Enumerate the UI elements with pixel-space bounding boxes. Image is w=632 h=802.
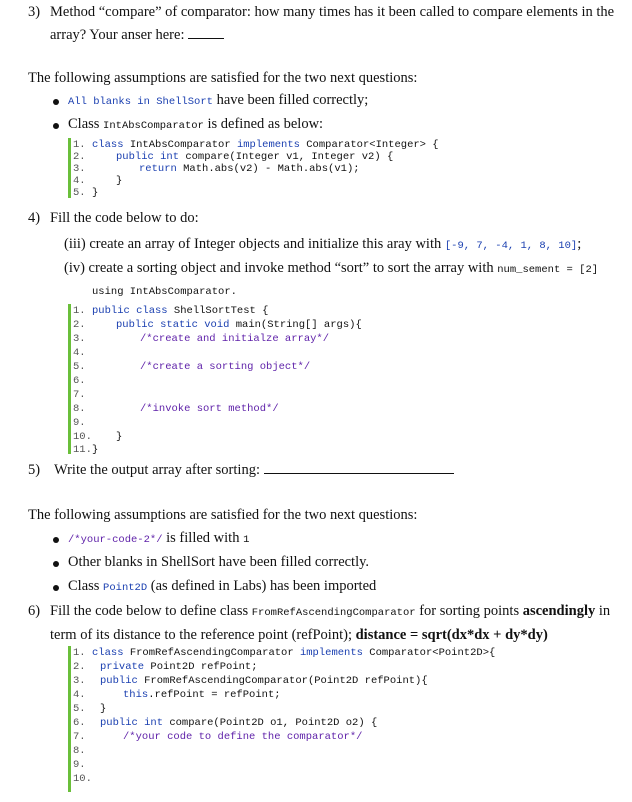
code3-l4-rest: .refPoint = refPoint;: [148, 689, 281, 701]
q6-l1-pre: Fill the code below to define class: [50, 603, 252, 619]
q4-iv-code: num_sement = [2]: [497, 264, 599, 276]
code3-line-number: 6.: [73, 717, 86, 729]
code2-line-number: 11.: [73, 444, 92, 456]
code3-l1-name: FromRefAscendingComparator: [123, 647, 300, 659]
q5-line: [54, 462, 454, 479]
q3-line1: Method “compare” of comparator: how many times has it been called to compare elements in the: [50, 4, 615, 20]
q6-line2: [50, 627, 548, 644]
code3-line-number: 2.: [73, 661, 86, 673]
bullet-4: [53, 561, 59, 567]
q3-answer-blank[interactable]: [188, 38, 224, 39]
bullet-1: [53, 99, 59, 105]
code2-gutter: [68, 304, 71, 454]
q6-l2-pre: term of its distance to the reference point (refPoint);: [50, 627, 356, 643]
code3-l1-kw2: implements: [299, 647, 363, 659]
code2-l1-kw: public class: [92, 305, 168, 317]
code3-l4-kw: this: [123, 689, 149, 701]
code1-l1-rest: Comparator<Integer> {: [299, 139, 439, 151]
assumptions2-b3-code: Point2D: [103, 582, 148, 594]
q5-text: Write the output array after sorting:: [54, 462, 264, 478]
q4-iii-end: ;: [577, 236, 582, 252]
q6-l1-mid: for sorting points: [415, 603, 523, 619]
assumptions1-intro: The following assumptions are satisfied for the two next questions:: [28, 70, 418, 86]
code3-l1-rest: Comparator<Point2D>{: [362, 647, 496, 659]
assumptions2-b1-code: /*your-code-2*/: [68, 534, 163, 546]
code3-line6: [100, 717, 377, 729]
assumptions1-b2-post: is defined as below:: [203, 116, 324, 132]
q4-text: Fill the code below to do:: [50, 210, 199, 226]
code2-line-number: 10.: [73, 431, 92, 443]
assumptions2-bullet1: [68, 530, 249, 547]
code2-line-number: 4.: [73, 347, 86, 359]
code2-line-number: 7.: [73, 389, 86, 401]
q3-line2: [50, 27, 224, 44]
code1-l2-rest: compare(Integer v1, Integer v2) {: [179, 151, 394, 163]
code1-line-number: 1.: [73, 139, 86, 151]
assumptions2-bullet3: [68, 578, 376, 595]
code1-l1-kw2: implements: [236, 139, 300, 151]
assumptions1-b2-code: IntAbsComparator: [103, 120, 204, 132]
code1-l1-name: IntAbsComparator: [123, 139, 237, 151]
assumptions2-b3-post: (as defined in Labs) has been imported: [147, 578, 377, 594]
assumptions2-bullet2: Other blanks in ShellSort have been filled correctly.: [68, 554, 370, 570]
code3-l2-kw: private: [100, 661, 145, 673]
code1-l2-kw: public int: [116, 151, 180, 163]
code2-l1-rest: ShellSortTest {: [167, 305, 269, 317]
q4-number: 4): [28, 210, 41, 226]
q5-answer-blank[interactable]: [264, 473, 454, 474]
q4-iii-code: [-9, 7, -4, 1, 8, 10]: [444, 240, 578, 252]
code3-line1: [92, 647, 495, 659]
code2-line11: }: [92, 444, 99, 456]
code2-line8-comment: /*invoke sort method*/: [140, 403, 279, 415]
code3-line2: [100, 661, 258, 673]
code3-line-number: 7.: [73, 731, 86, 743]
code3-line-number: 4.: [73, 689, 86, 701]
assumptions1-bullet2: [68, 116, 323, 133]
bullet-3: [53, 537, 59, 543]
code2-line10: }: [116, 431, 123, 443]
q3-line2-text: array? Your anser here:: [50, 27, 189, 43]
code1-line4: }: [116, 175, 123, 187]
code3-line5: }: [100, 703, 107, 715]
code1-line1: [92, 139, 439, 151]
code1-line2: [116, 151, 393, 163]
q6-number: 6): [28, 603, 41, 619]
bullet-5: [53, 585, 59, 591]
q6-line1: [50, 603, 610, 620]
code2-line-number: 8.: [73, 403, 86, 415]
code1-l1-kw: class: [92, 139, 124, 151]
code1-l3-kw: return: [139, 163, 177, 175]
code2-line-number: 6.: [73, 375, 86, 387]
assumptions1-bullet1: [68, 92, 368, 109]
code2-line-number: 1.: [73, 305, 86, 317]
q3-number: 3): [28, 4, 41, 20]
code3-line4: [123, 689, 281, 701]
assumptions1-b2-pre: Class: [68, 116, 104, 132]
code2-l2-kw: public static void: [116, 319, 230, 331]
q6-l2-bold: distance = sqrt(dx*dx + dy*dy): [355, 627, 548, 643]
code3-gutter: [68, 646, 71, 792]
q4-iii-text: (iii) create an array of Integer objects and initialize this aray with: [64, 236, 445, 252]
code2-l2-rest: main(String[] args){: [229, 319, 362, 331]
code1-gutter: [68, 138, 71, 198]
code3-line-number: 9.: [73, 759, 86, 771]
code3-l3-rest: FromRefAscendingComparator(Point2D refPoint){: [137, 675, 428, 687]
assumptions2-b1-val: 1: [243, 534, 250, 546]
code3-line-number: 5.: [73, 703, 86, 715]
assumptions1-b1-text: have been filled correctly;: [212, 92, 369, 108]
q4-using: using IntAbsComparator.: [92, 286, 237, 298]
q6-l1-end: in: [595, 603, 611, 619]
code3-line-number: 1.: [73, 647, 86, 659]
code1-line-number: 5.: [73, 187, 86, 199]
assumptions2-intro: The following assumptions are satisfied for the two next questions:: [28, 507, 418, 523]
code1-l3-rest: Math.abs(v2) - Math.abs(v1);: [176, 163, 360, 175]
q4-iv: [64, 260, 598, 277]
code2-line2: [116, 319, 362, 331]
code2-line5-comment: /*create a sorting object*/: [140, 361, 311, 373]
code1-line5: }: [92, 187, 99, 199]
code2-line-number: 3.: [73, 333, 86, 345]
code3-line3: [100, 675, 428, 687]
code3-line7-comment: /*your code to define the comparator*/: [123, 731, 363, 743]
code2-line1: [92, 305, 268, 317]
code3-line-number: 8.: [73, 745, 86, 757]
code2-line-number: 9.: [73, 417, 86, 429]
code3-l6-kw: public int: [100, 717, 164, 729]
q4-iii: [64, 236, 581, 253]
code3-l2-rest: Point2D refPoint;: [144, 661, 258, 673]
assumptions1-b1-code: All blanks in ShellSort: [68, 96, 213, 108]
code2-line3-comment: /*create and initialze array*/: [140, 333, 330, 345]
code1-line-number: 2.: [73, 151, 86, 163]
q5-number: 5): [28, 462, 41, 478]
code1-line-number: 4.: [73, 175, 86, 187]
code3-l3-kw: public: [100, 675, 138, 687]
assumptions2-b1-text: is filled with: [162, 530, 244, 546]
bullet-2: [53, 123, 59, 129]
q6-l1-code: FromRefAscendingComparator: [251, 607, 416, 619]
code3-line-number: 3.: [73, 675, 86, 687]
code2-line-number: 5.: [73, 361, 86, 373]
q4-iv-text: (iv) create a sorting object and invoke method “sort” to sort the array with: [64, 260, 498, 276]
code3-l1-kw: class: [92, 647, 124, 659]
assumptions2-b3-pre: Class: [68, 578, 104, 594]
code3-line-number: 10.: [73, 773, 92, 785]
q6-l1-bold: ascendingly: [522, 603, 596, 619]
code1-line-number: 3.: [73, 163, 86, 175]
code1-line3: [139, 163, 360, 175]
code2-line-number: 2.: [73, 319, 86, 331]
code3-l6-rest: compare(Point2D o1, Point2D o2) {: [163, 717, 378, 729]
